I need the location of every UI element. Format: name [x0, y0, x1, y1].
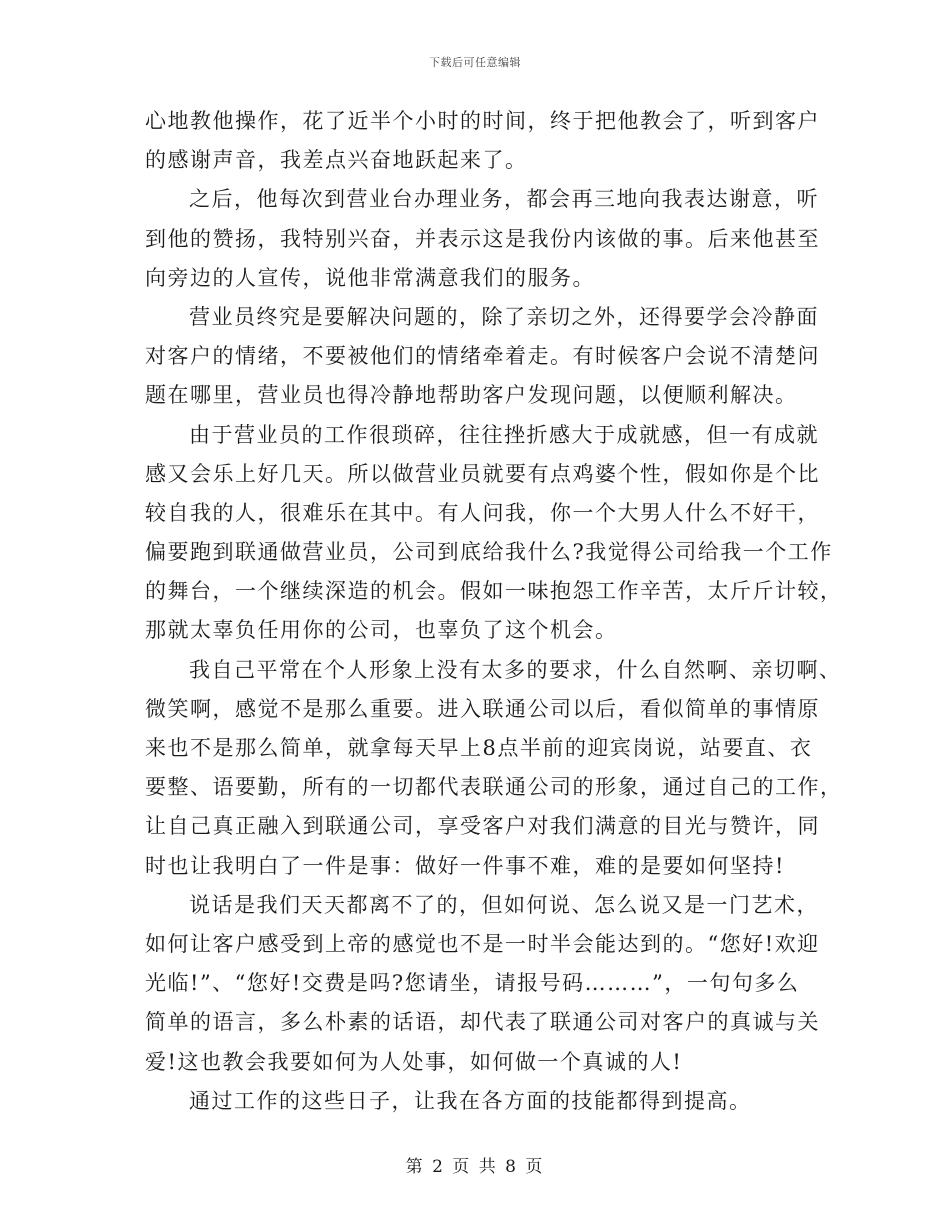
page-footer: 第 2 页 共 8 页: [405, 1157, 545, 1177]
paragraph-start-line: 我自己平常在个人形象上没有太多的要求，什么自然啊、亲切啊、: [189, 657, 842, 682]
paragraph-start-line: 说话是我们天天都离不了的，但如何说、怎么说又是一门艺术，: [189, 892, 819, 917]
text-line: 爱!这也教会我要如何为人处事，如何做一个真诚的人!: [145, 1049, 683, 1074]
text-line: 光临!”、“您好!交费是吗?您请坐，请报号码………”，一句句多么: [145, 971, 800, 996]
text-line: 较自我的人，很难乐在其中。有人问我，你一个大男人什么不好干，: [145, 500, 820, 525]
text-line: 偏要跑到联通做营业员，公司到底给我什么?我觉得公司给我一个工作: [145, 540, 833, 565]
text-line: 来也不是那么简单，就拿每天早上8点半前的迎宾岗说，站要直、衣: [145, 736, 813, 760]
text-line: 简单的语言，多么朴素的话语，却代表了联通公司对客户的真诚与关: [145, 1010, 820, 1035]
text-line: 让自己真正融入到联通公司，享受客户对我们满意的目光与赞许，同: [145, 814, 820, 839]
text-line: 那就太辜负任用你的公司，也辜负了这个机会。: [145, 618, 618, 643]
text-line: 对客户的情绪，不要被他们的情绪牵着走。有时候客户会说不清楚问: [145, 344, 820, 369]
text-line: 要整、语要勤，所有的一切都代表联通公司的形象，通过自己的工作，: [145, 775, 843, 800]
text-line: 题在哪里，营业员也得冷静地帮助客户发现问题，以便顺利解决。: [145, 383, 798, 408]
header-note: 下载后可任意编辑: [429, 56, 521, 69]
text-line: 的感谢声音，我差点兴奋地跃起来了。: [145, 148, 528, 173]
text-line: 微笑啊，感觉不是那么重要。进入联通公司以后，看似简单的事情原: [145, 696, 820, 721]
text-line: 向旁边的人宣传，说他非常满意我们的服务。: [145, 265, 595, 290]
paragraph-start-line: 由于营业员的工作很琐碎，往往挫折感大于成就感，但一有成就: [189, 422, 819, 447]
text-line: 到他的赞扬，我特别兴奋，并表示这是我份内该做的事。后来他甚至: [145, 226, 820, 251]
paragraph-start-line: 营业员终究是要解决问题的，除了亲切之外，还得要学会冷静面: [189, 304, 819, 329]
text-line: 心地教他操作，花了近半个小时的时间，终于把他教会了，听到客户: [145, 109, 820, 133]
text-line: 的舞台，一个继续深造的机会。假如一味抱怨工作辛苦，太斤斤计较，: [145, 579, 843, 604]
text-line: 如何让客户感受到上帝的感觉也不是一时半会能达到的。“您好!欢迎: [145, 931, 820, 956]
paragraph-start-line: 之后，他每次到营业台办理业务，都会再三地向我表达谢意，听: [189, 187, 819, 212]
text-line: 时也让我明白了一件是事：做好一件事不难，难的是要如何坚持!: [145, 853, 785, 878]
text-line: 感又会乐上好几天。所以做营业员就要有点鸡婆个性，假如你是个比: [145, 461, 820, 486]
paragraph-start-line: 通过工作的这些日子，让我在各方面的技能都得到提高。: [189, 1088, 752, 1113]
body-text: [145, 102, 843, 1121]
